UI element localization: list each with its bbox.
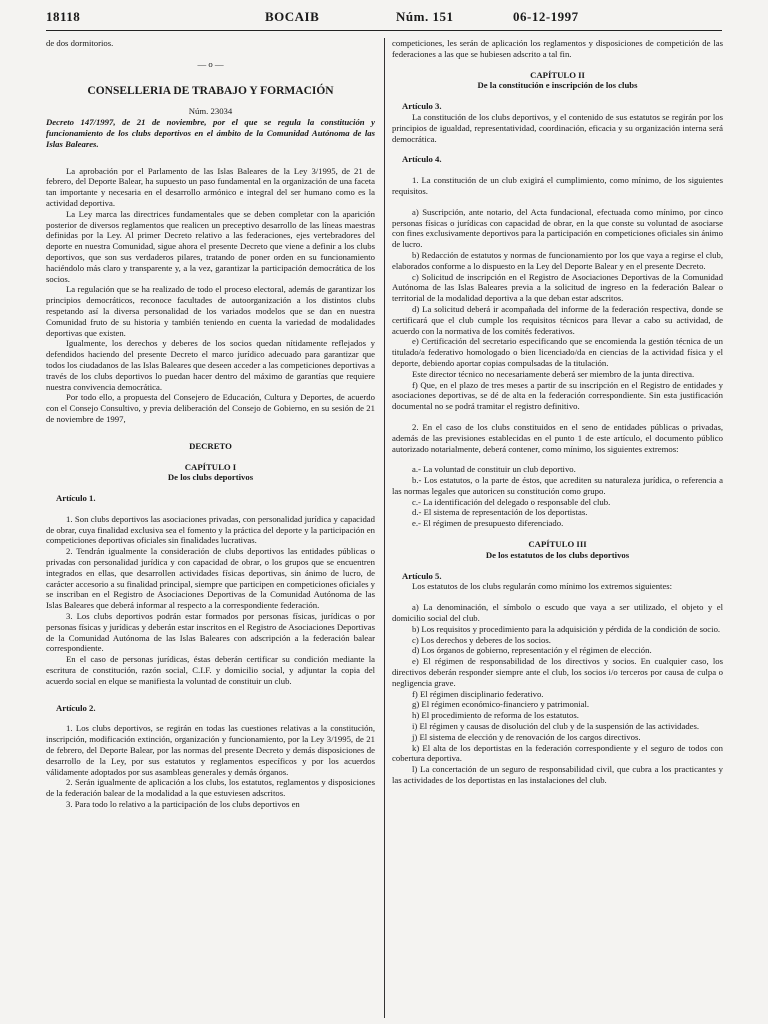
article-paragraph: 2. En el caso de los clubs constituidos en el seno de entidades públicas o privadas, además de las previsiones establecidas en el punto 1 de este artículo, el documento público autorizado notarialmente, deberá contener, como mínimo, los siguientes extremos: [392, 421, 723, 454]
section-title: CONSELLERIA DE TRABAJO Y FORMACIÓN [87, 84, 334, 97]
article-paragraph: 1. Son clubs deportivos las asociaciones privadas, con personalidad jurídica y capacidad de obrar, cuya finalidad exclusiva sea el fomento y la práctica del deporte y la participación en competiciones deportivas oficiales sin finalidades lucrativas. [46, 513, 375, 546]
chapter-title: De los estatutos de los clubs deportivos [485, 549, 630, 560]
issue-number: Núm. 151 [396, 9, 454, 24]
intro-paragraph: Igualmente, los derechos y deberes de los socios quedan nítidamente reflejados y defendidos haciendo del presente Decreto el marco jurídico adecuado para garantizar que todos los ciudadanos de las Islas Baleares que deseen acceder a las competiciones deportivas a través de los clubs deportivos lo puedan hacer dentro del máximo de garantías que requiere nuestra convivencia democrática. [46, 338, 375, 392]
intro-paragraph: La aprobación por el Parlamento de las Islas Baleares de la Ley 3/1995, de 21 de febrero, del Deporte Balear, ha supuesto un paso fundamental en la organización de una faceta tan importante y necesaria en el desarrollo armónico e integral del ser humano como es la actividad deportiva. [46, 165, 375, 208]
decree-title: Decreto 147/1997, de 21 de noviembre, por el que se regula la constitución y funcionamiento de los clubs deportivos en el ámbito de la Comunidad Autónoma de las Islas Baleares. [46, 117, 375, 149]
journal-name: BOCAIB [265, 9, 320, 24]
statute-item: f) El régimen disciplinario federativo. [412, 688, 544, 699]
requirement-item: a) Suscripción, ante notario, del Acta fundacional, efectuada como mínimo, por cinco personas físicas o jurídicas con capacidad de obrar, en la que conste su voluntad de asociarse con fines exclusivamente deportivos para la participación en competiciones oficiales sin ánimo de lucro. [392, 206, 723, 250]
reference-number: Núm. 23034 [188, 106, 233, 117]
article-paragraph: La constitución de los clubs deportivos, y el contenido de sus estatutos se regirán por los principios de igualdad, representatividad, coordinación, eficacia y su organización interna será democrática. [392, 111, 723, 144]
right-column [392, 38, 723, 786]
article-paragraph: 3. Los clubs deportivos podrán estar formados por personas físicas, jurídicas o por personas físicas y jurídicas y deberán estar inscritos en el Registro de Asociaciones Deportivas de la Comunidad Autónoma de las Islas Baleares con adscripción a la federación balear correspondiente. [46, 611, 375, 654]
statute-item: h) El procedimiento de reforma de los estatutos. [412, 710, 579, 721]
chapter-title: De la constitución e inscripción de los clubs [477, 80, 638, 91]
top-line: de dos dormitorios. [46, 38, 114, 48]
extreme-item: a.- La voluntad de constituir un club deportivo. [412, 464, 576, 475]
article-paragraph: 1. Los clubs deportivos, se regirán en todas las cuestiones relativas a la constitución, inscripción, modificación extinción, organización y funcionamiento, por la Ley 3/1995, de 21 de febrero, del Deporte Balear, por las normas del presente Decreto y demás disposiciones de desarrollo de la Ley, por sus estatutos y reglamentos específicos y por los acuerdos válidamente adoptados por sus asambleas generales y demás órganos. [46, 723, 375, 777]
statute-item: j) El sistema de elección y de renovación de los cargos directivos. [412, 731, 641, 742]
chapter-heading: CAPÍTULO II [530, 69, 585, 80]
requirement-item: b) Redacción de estatutos y normas de funcionamiento por los que vaya a regirse el club, elaborados conforme a lo dispuesto en la Ley del Deporte Balear y en el presente Decreto. [392, 249, 723, 271]
intro-paragraph: Por todo ello, a propuesta del Consejero de Educación, Cultura y Deportes, de acuerdo con el Consejo Consultivo, y previa deliberación del Consejo de Gobierno, en su sesión de 21 de noviembre de 1997, [46, 392, 375, 424]
separator: — o — [197, 58, 224, 69]
article-heading: Artículo 5. [402, 570, 442, 581]
statute-item: d) Los órganos de gobierno, representación y el régimen de elección. [412, 645, 652, 656]
statute-item: b) Los requisitos y procedimiento para la adquisición y pérdida de la condición de socio. [412, 623, 721, 634]
article-heading: Artículo 2. [56, 702, 96, 713]
left-column [46, 38, 375, 810]
chapter-heading: CAPÍTULO III [528, 539, 587, 550]
statute-item: g) El régimen económico-financiero y patrimonial. [412, 699, 590, 710]
article-paragraph: 2. Tendrán igualmente la consideración de clubs deportivos las entidades públicas o privadas con personalidad jurídica y con capacidad de obrar, o los grupos que se encuentren integrados en ellas, que desarrollen actividades físicas deportivas, sin ánimo de lucro, de carácter accesorio a su finalidad principal, siempre que participen en competiciones oficiales y se inscriban en el Registro de Asociaciones Deportivas de la Comunidad Autónoma de las Islas Baleares que deberá informar al respecto a la correspondiente federación. [46, 546, 375, 611]
intro-paragraph: La regulación que se ha realizado de todo el proceso electoral, además de garantizar los principios democráticos, reconoce facultades de autoorganización a los distintos clubs respetando así la diversa personalidad de los variados modelos que se dan en nuestra Comunidad fruto de su historia y también teniendo en cuenta la variedad de modalidades deportivas que existen. [46, 284, 375, 338]
article-paragraph: 1. La constitución de un club exigirá el cumplimiento, como mínimo, de los siguientes requisitos. [392, 175, 723, 196]
extreme-item: e.- El régimen de presupuesto diferenciado. [412, 518, 564, 529]
chapter-heading: CAPÍTULO I [184, 461, 237, 472]
continuation-text: competiciones, les serán de aplicación los reglamentos y disposiciones de competición de las federaciones a las que se hubiesen adscrito a tal fin. [392, 38, 723, 59]
chapter-title: De los clubs deportivos [167, 472, 254, 483]
article-paragraph: 2. Serán igualmente de aplicación a los clubs, los estatutos, reglamentos y disposiciones de la federación balear de la modalidad a la que estuviesen adscritos. [46, 777, 375, 799]
intro-paragraph: La Ley marca las directrices fundamentales que se deben completar con la aparición posterior de diversos reglamentos que realicen un preceptivo desarrollo de las líneas maestras definidas por la Ley. Al primer Decreto relativo a las federaciones, ejes vertebradores del deporte en nuestra Comunidad, sigue ahora el presente Decreto que viene a definir a los clubs deportivos, que son sus verdaderos pilares, tratando de poner orden en su funcionamiento haciéndolo más claro y transparente y, a la vez, garantizar la participación democrática de los socios. [46, 208, 375, 284]
article-paragraph: 3. Para todo lo relativo a la participación de los clubs deportivos en [66, 799, 300, 810]
statute-item: k) El alta de los deportistas en la federación correspondiente y el seguro de todos con cobertura deportiva. [392, 742, 723, 764]
article-heading: Artículo 4. [402, 154, 442, 165]
statute-item: e) El régimen de responsabilidad de los directivos y socios. En cualquier caso, los directivos deberán responder siempre ante el club, los socios i/o terceros por causa de culpa o negligencia grave. [392, 656, 723, 688]
requirement-item: d) La solicitud deberá ir acompañada del informe de la federación respectiva, donde se certificará que el club cumple los requisitos técnicos para llevar a cabo su actividad, de acuerdo con la normativa de los comités federativos. [392, 303, 723, 336]
statute-item: c) Los derechos y deberes de los socios. [412, 634, 551, 645]
article-paragraph: En el caso de personas jurídicas, éstas deberán certificar su condición mediante la escritura de constitución, razón social, C.I.F. y domicilio social, y adjuntar la copia del acuerdo social en elque se manifiesta la voluntad de constituir un club. [46, 654, 375, 686]
statute-item: a) La denominación, el símbolo o escudo que vaya a ser utilizado, el objeto y el domicilio social del club. [392, 602, 723, 624]
extreme-item: b.- Los estatutos, o la parte de éstos, que acrediten su naturaleza jurídica, o referencia a las normas legales que autoricen su constitución como grupo. [392, 475, 723, 496]
statute-item: l) La concertación de un seguro de responsabilidad civil, que cubra a los practicantes y las actividades de los deportistas en las instalaciones del club. [392, 764, 723, 786]
article-paragraph: Los estatutos de los clubs regularán como mínimo los extremos siguientes: [412, 581, 673, 592]
requirement-item: e) Certificación del secretario especificando que se encomienda la gestión técnica de un titulado/a federativo homologado o bien licenciado/da en ciencias de la actividad física y el deporte, debiendo aportar copias compulsadas de la titulación. [392, 336, 723, 368]
statute-item: i) El régimen y causas de disolución del club y de la suspensión de las actividades. [412, 721, 700, 732]
requirement-item: Este director técnico no necesariamente deberá ser miembro de la junta directiva. [412, 368, 695, 379]
extreme-item: d.- El sistema de representación de los deportistas. [412, 507, 588, 518]
extreme-item: c.- La identificación del delegado o responsable del club. [412, 496, 611, 507]
header-rule [46, 30, 722, 31]
article-heading: Artículo 1. [56, 493, 96, 504]
page-number: 18118 [46, 9, 81, 24]
decreto-heading: DECRETO [189, 440, 232, 451]
page-header [0, 9, 768, 28]
requirement-item: f) Que, en el plazo de tres meses a partir de su inscripción en el Registro de entidades y asociaciones deportivas, se dé de alta en la federación correspondiente. Sin esta justificación documental no se podrá tramitar el registro definitivo. [392, 379, 723, 412]
requirement-item: c) Solicitud de inscripción en el Registro de Asociaciones Deportivas de la Comunidad Autónoma de las Islas Baleares previa a la solicitud de ingreso en la federación Balear o territorial de la modalidad deportiva a la que deban estar adscritos. [392, 271, 723, 304]
issue-date: 06-12-1997 [513, 9, 579, 24]
column-divider [384, 38, 385, 1018]
article-heading: Artículo 3. [402, 101, 442, 112]
